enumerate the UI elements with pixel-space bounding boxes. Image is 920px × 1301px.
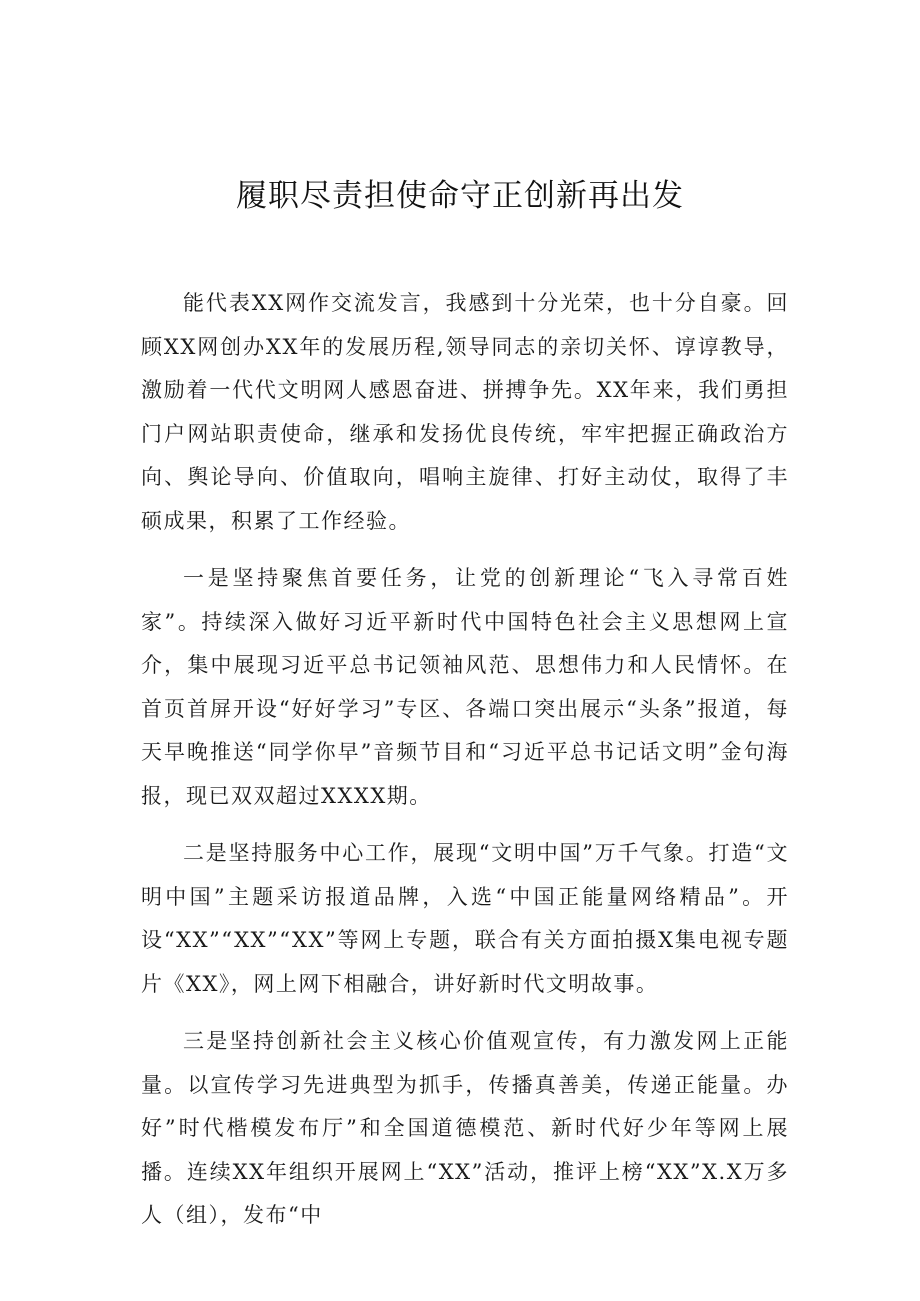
paragraph-intro: 能代表XX网作交流发言，我感到十分光荣，也十分自豪。回顾XX网创办XX年的发展历程,领导同志的亲切关怀、谆谆教导，激励着一代代文明网人感恩奋进、拼搏争先。XX年来，我们勇担门户网站职责使命，继承和发扬优良传统，牢牢把握正确政治方向、舆论导向、价值取向，唱响主旋律、打好主动仗，取得了丰硕成果，积累了工作经验。 — [141, 291, 789, 533]
document-title: 履职尽责担使命守正创新再出发 — [236, 178, 684, 214]
paragraph-point-three: 三是坚持创新社会主义核心价值观宣传，有力激发网上正能量。以宣传学习先进典型为抓手，传播真善美，传递正能量。办好”时代楷模发布厅”和全国道德模范、新时代好少年等网上展播。连续XX年组织开展网上“XX”活动，推评上榜“XX”X.X万多人（组），发布“中 — [141, 1029, 789, 1227]
paragraph-point-two: 二是坚持服务中心工作，展现“文明中国”万千气象。打造“文明中国”主题采访报道品牌，入选“中国正能量网络精品”。开设“XX”“XX”“XX”等网上专题，联合有关方面拍摄X集电视专题片《XX》，网上网下相融合，讲好新时代文明故事。 — [141, 841, 789, 996]
document-body — [141, 282, 789, 1252]
paragraph-point-one: 一是坚持聚焦首要任务，让党的创新理论“飞入寻常百姓家”。持续深入做好习近平新时代中国特色社会主义思想网上宣介，集中展现习近平总书记领袖风范、思想伟力和人民情怀。在首页首屏开设“好好学习”专区、各端口突出展示“头条”报道，每天早晚推送“同学你早”音频节目和“习近平总书记话文明”金句海报，现已双双超过XXXX期。 — [141, 566, 789, 808]
